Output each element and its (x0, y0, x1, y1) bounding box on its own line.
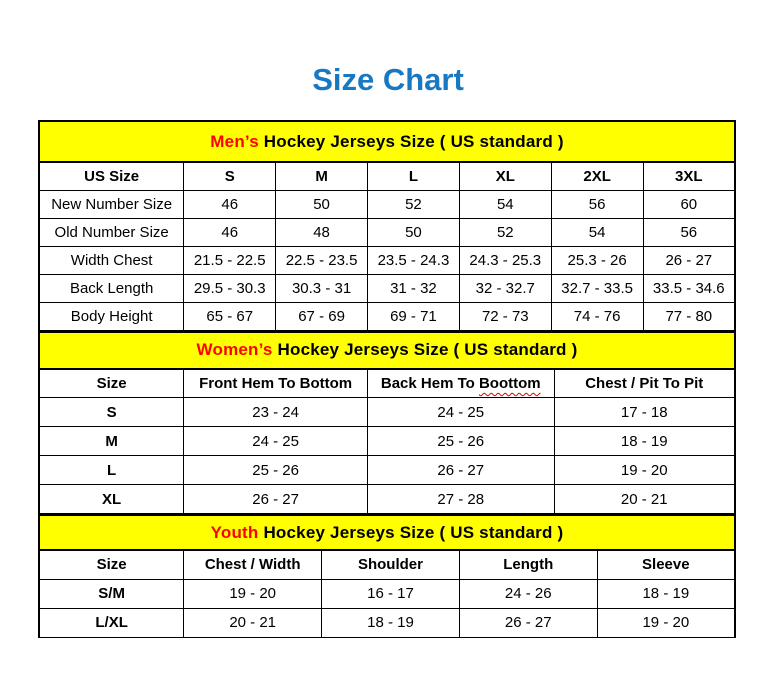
size-value-cell: 33.5 - 34.6 (643, 274, 735, 302)
table-title-highlight: Youth (210, 522, 259, 542)
size-value-cell: 56 (551, 190, 643, 218)
size-value-cell: 19 - 20 (554, 456, 735, 485)
size-value-cell: 24 - 25 (368, 398, 555, 427)
size-value-cell: 74 - 76 (551, 302, 643, 330)
size-value-cell: 50 (276, 190, 368, 218)
size-value-cell: 22.5 - 23.5 (276, 246, 368, 274)
header-row (39, 162, 735, 190)
size-value-cell: 19 - 20 (184, 579, 322, 608)
table-row (39, 608, 735, 637)
size-value-cell: 18 - 19 (597, 579, 735, 608)
table-title-text: Hockey Jerseys Size ( US standard ) (277, 340, 578, 359)
table-row (39, 190, 735, 218)
size-value-cell: 26 - 27 (184, 485, 368, 514)
size-value-cell: 25 - 26 (368, 427, 555, 456)
row-label: XL (39, 485, 184, 514)
table-row (39, 485, 735, 514)
size-value-cell: 54 (551, 218, 643, 246)
size-value-cell: 60 (643, 190, 735, 218)
size-value-cell: 25 - 26 (184, 456, 368, 485)
header-row (39, 369, 735, 398)
size-value-cell: 21.5 - 22.5 (184, 246, 276, 274)
table-row (39, 274, 735, 302)
size-value-cell: 65 - 67 (184, 302, 276, 330)
size-value-cell: 46 (184, 218, 276, 246)
column-header: 3XL (643, 162, 735, 190)
column-header: Shoulder (322, 550, 460, 579)
column-header-text: Back Hem To (380, 374, 479, 392)
row-label: Width Chest (39, 246, 184, 274)
row-label: S/M (39, 579, 184, 608)
size-tables (38, 120, 736, 638)
size-value-cell: 18 - 19 (554, 427, 735, 456)
misspelled-word: Boottom (478, 374, 541, 392)
size-value-cell: 24 - 25 (184, 427, 368, 456)
table-row (39, 302, 735, 330)
womens-size-table (38, 331, 736, 515)
womens-table-title (39, 332, 735, 369)
youth-table-title (39, 515, 735, 550)
table-title-highlight: Women’s (196, 340, 273, 359)
row-label: L/XL (39, 608, 184, 637)
table-row (39, 579, 735, 608)
column-header: Chest / Width (184, 550, 322, 579)
table-title-text: Hockey Jerseys Size ( US standard ) (263, 522, 564, 542)
size-value-cell: 77 - 80 (643, 302, 735, 330)
size-value-cell: 48 (276, 218, 368, 246)
size-value-cell: 24 - 26 (459, 579, 597, 608)
size-value-cell: 26 - 27 (643, 246, 735, 274)
size-value-cell: 16 - 17 (322, 579, 460, 608)
size-value-cell: 50 (368, 218, 460, 246)
page-title: Size Chart (312, 62, 464, 97)
size-value-cell: 52 (368, 190, 460, 218)
row-label: New Number Size (39, 190, 184, 218)
size-value-cell: 32.7 - 33.5 (551, 274, 643, 302)
column-header: Size (39, 369, 184, 398)
column-header: M (276, 162, 368, 190)
size-value-cell: 72 - 73 (459, 302, 551, 330)
mens-table-title (39, 121, 735, 162)
table-row (39, 218, 735, 246)
size-value-cell: 23 - 24 (184, 398, 368, 427)
size-value-cell: 17 - 18 (554, 398, 735, 427)
size-value-cell: 23.5 - 24.3 (368, 246, 460, 274)
size-value-cell: 52 (459, 218, 551, 246)
size-value-cell: 46 (184, 190, 276, 218)
column-header: Size (39, 550, 184, 579)
size-value-cell: 29.5 - 30.3 (184, 274, 276, 302)
size-value-cell: 30.3 - 31 (276, 274, 368, 302)
size-value-cell: 20 - 21 (184, 608, 322, 637)
size-value-cell: 18 - 19 (322, 608, 460, 637)
size-value-cell: 32 - 32.7 (459, 274, 551, 302)
table-title-text: Hockey Jerseys Size ( US standard ) (263, 131, 564, 151)
table-row (39, 398, 735, 427)
size-value-cell: 56 (643, 218, 735, 246)
column-header (368, 369, 555, 398)
size-value-cell: 67 - 69 (276, 302, 368, 330)
column-header: US Size (39, 162, 184, 190)
mens-size-table (38, 120, 736, 331)
size-value-cell: 54 (459, 190, 551, 218)
column-header: 2XL (551, 162, 643, 190)
size-value-cell: 69 - 71 (368, 302, 460, 330)
size-value-cell: 20 - 21 (554, 485, 735, 514)
table-row (39, 456, 735, 485)
size-value-cell: 31 - 32 (368, 274, 460, 302)
table-row (39, 246, 735, 274)
row-label: Body Height (39, 302, 184, 330)
table-title-highlight: Men’s (210, 131, 259, 151)
column-header: XL (459, 162, 551, 190)
row-label: S (39, 398, 184, 427)
size-value-cell: 26 - 27 (459, 608, 597, 637)
column-header: Length (459, 550, 597, 579)
size-value-cell: 26 - 27 (368, 456, 555, 485)
size-value-cell: 19 - 20 (597, 608, 735, 637)
column-header: Front Hem To Bottom (184, 369, 368, 398)
header-row (39, 550, 735, 579)
row-label: M (39, 427, 184, 456)
column-header: L (368, 162, 460, 190)
youth-size-table (38, 514, 736, 638)
column-header: Sleeve (597, 550, 735, 579)
table-row (39, 427, 735, 456)
size-value-cell: 24.3 - 25.3 (459, 246, 551, 274)
column-header: Chest / Pit To Pit (554, 369, 735, 398)
row-label: Old Number Size (39, 218, 184, 246)
row-label: Back Length (39, 274, 184, 302)
row-label: L (39, 456, 184, 485)
size-value-cell: 25.3 - 26 (551, 246, 643, 274)
size-value-cell: 27 - 28 (368, 485, 555, 514)
column-header: S (184, 162, 276, 190)
